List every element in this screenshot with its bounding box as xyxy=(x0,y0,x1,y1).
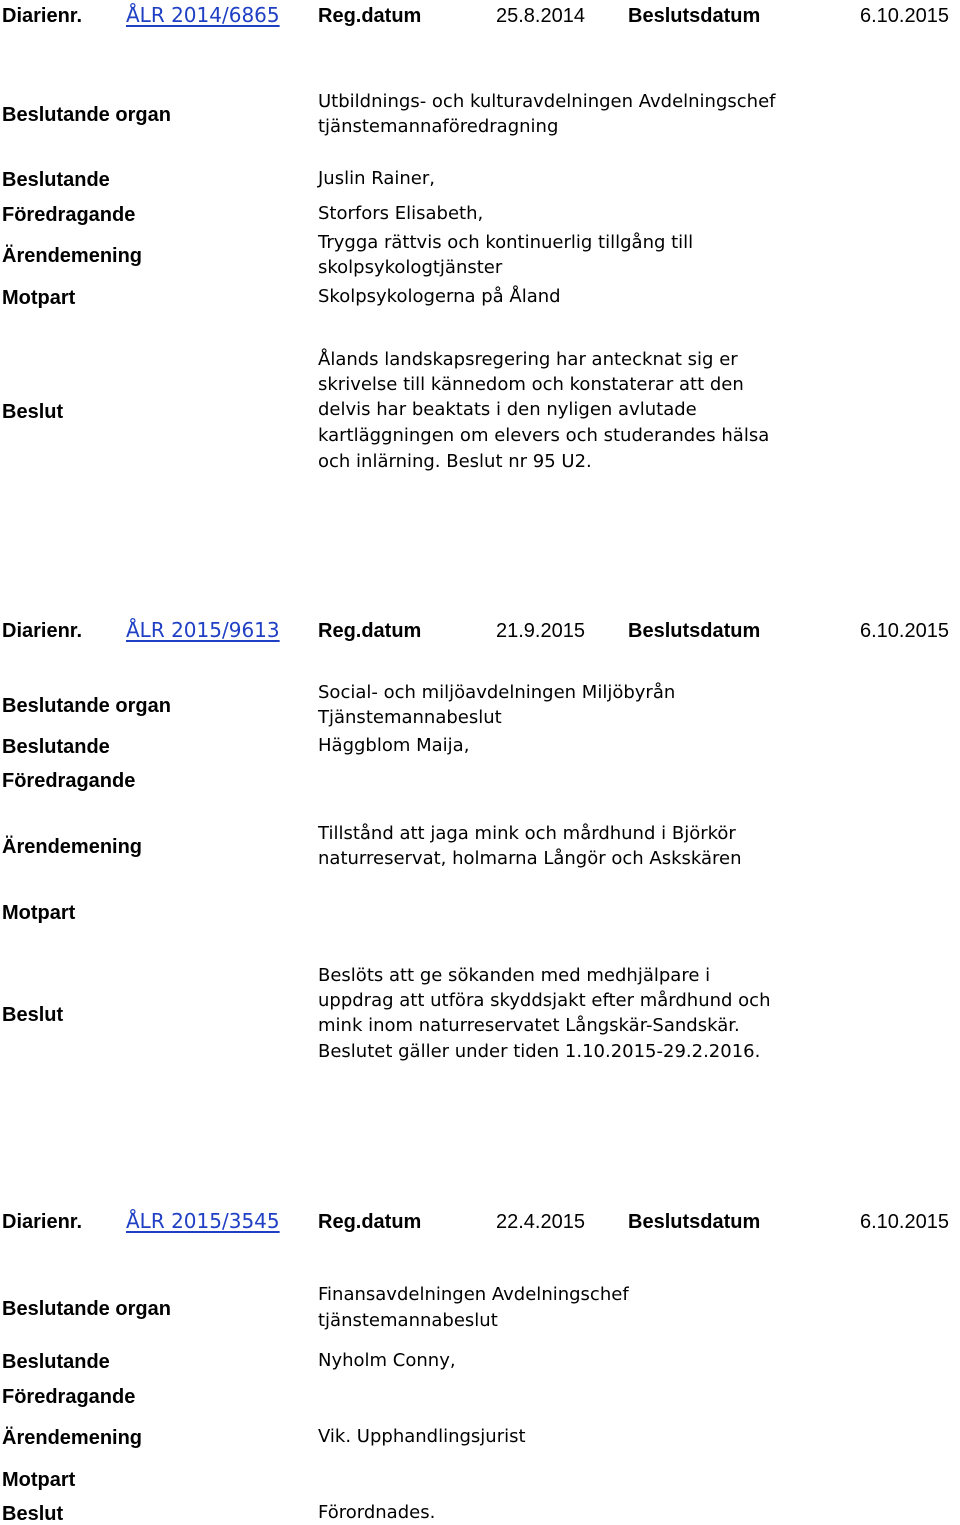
beslut-line-4: kartläggningen om elevers och studerandes hälsa xyxy=(318,425,770,446)
beslutsdatum-label: Beslutsdatum xyxy=(628,620,761,642)
regdatum-label: Reg.datum xyxy=(318,5,422,27)
diarienr-label: Diarienr. xyxy=(2,5,83,27)
beslut-value: Förordnades. xyxy=(318,1502,436,1523)
beslutande-organ-line-1: Utbildnings- och kulturavdelningen Avdelningschef xyxy=(318,91,776,112)
beslutande-label: Beslutande xyxy=(2,169,110,191)
beslutsdatum-value: 6.10.2015 xyxy=(860,1211,949,1233)
beslutande-value: Nyholm Conny, xyxy=(318,1350,456,1371)
motpart-label: Motpart xyxy=(2,287,76,309)
motpart-value: Skolpsykologerna på Åland xyxy=(318,286,561,307)
beslutande-value: Juslin Rainer, xyxy=(318,168,435,189)
regdatum-value: 22.4.2015 xyxy=(496,1211,585,1233)
beslut-line-2: uppdrag att utföra skyddsjakt efter mårdhund och xyxy=(318,990,771,1011)
beslutande-organ-label: Beslutande organ xyxy=(2,104,171,126)
regdatum-value: 21.9.2015 xyxy=(496,620,585,642)
beslutsdatum-label: Beslutsdatum xyxy=(628,5,761,27)
beslut-label: Beslut xyxy=(2,401,64,423)
diarienr-label: Diarienr. xyxy=(2,620,83,642)
beslut-line-4: Beslutet gäller under tiden 1.10.2015-29.2.2016. xyxy=(318,1041,761,1062)
beslut-label: Beslut xyxy=(2,1503,64,1525)
arendemening-label: Ärendemening xyxy=(2,1427,143,1449)
beslut-line-2: skrivelse till kännedom och konstaterar att den xyxy=(318,374,744,395)
foredragande-label: Föredragande xyxy=(2,770,136,792)
beslut-label: Beslut xyxy=(2,1004,64,1026)
beslutande-organ-line-2: tjänstemannabeslut xyxy=(318,1310,498,1331)
arendemening-value: Vik. Upphandlingsjurist xyxy=(318,1426,526,1447)
beslutande-label: Beslutande xyxy=(2,736,110,758)
beslut-line-5: och inlärning. Beslut nr 95 U2. xyxy=(318,451,592,472)
arendemening-line-2: skolpsykologtjänster xyxy=(318,257,503,278)
arendemening-line-1: Tillstånd att jaga mink och mårdhund i Björkör xyxy=(318,823,736,844)
beslutande-value: Häggblom Maija, xyxy=(318,735,470,756)
regdatum-label: Reg.datum xyxy=(318,620,422,642)
beslut-line-3: delvis har beaktats i den nyligen avlutade xyxy=(318,399,697,420)
beslutsdatum-value: 6.10.2015 xyxy=(860,5,949,27)
diarienr-link[interactable]: ÅLR 2014/6865 xyxy=(126,3,280,27)
beslutande-organ-line-2: Tjänstemannabeslut xyxy=(318,707,502,728)
foredragande-value: Storfors Elisabeth, xyxy=(318,203,484,224)
foredragande-label: Föredragande xyxy=(2,1386,136,1408)
regdatum-value: 25.8.2014 xyxy=(496,5,585,27)
arendemening-line-2: naturreservat, holmarna Långör och Askskären xyxy=(318,848,742,869)
beslut-line-1: Ålands landskapsregering har antecknat sig er xyxy=(318,349,738,370)
foredragande-label: Föredragande xyxy=(2,204,136,226)
beslutande-organ-label: Beslutande organ xyxy=(2,1298,171,1320)
motpart-label: Motpart xyxy=(2,1469,76,1491)
diarienr-link[interactable]: ÅLR 2015/3545 xyxy=(126,1209,280,1233)
beslutande-label: Beslutande xyxy=(2,1351,110,1373)
beslutande-organ-line-1: Finansavdelningen Avdelningschef xyxy=(318,1284,629,1305)
arendemening-label: Ärendemening xyxy=(2,836,143,858)
beslutande-organ-line-1: Social- och miljöavdelningen Miljöbyrån xyxy=(318,682,676,703)
beslut-line-1: Beslöts att ge sökanden med medhjälpare i xyxy=(318,965,711,986)
beslutande-organ-label: Beslutande organ xyxy=(2,695,171,717)
arendemening-line-1: Trygga rättvis och kontinuerlig tillgång till xyxy=(318,232,694,253)
motpart-label: Motpart xyxy=(2,902,76,924)
beslutande-organ-line-2: tjänstemannaföredragning xyxy=(318,116,559,137)
diarienr-link[interactable]: ÅLR 2015/9613 xyxy=(126,618,280,642)
beslut-line-3: mink inom naturreservatet Långskär-Sandskär. xyxy=(318,1015,740,1036)
beslutsdatum-label: Beslutsdatum xyxy=(628,1211,761,1233)
regdatum-label: Reg.datum xyxy=(318,1211,422,1233)
arendemening-label: Ärendemening xyxy=(2,245,143,267)
diarienr-label: Diarienr. xyxy=(2,1211,83,1233)
beslutsdatum-value: 6.10.2015 xyxy=(860,620,949,642)
